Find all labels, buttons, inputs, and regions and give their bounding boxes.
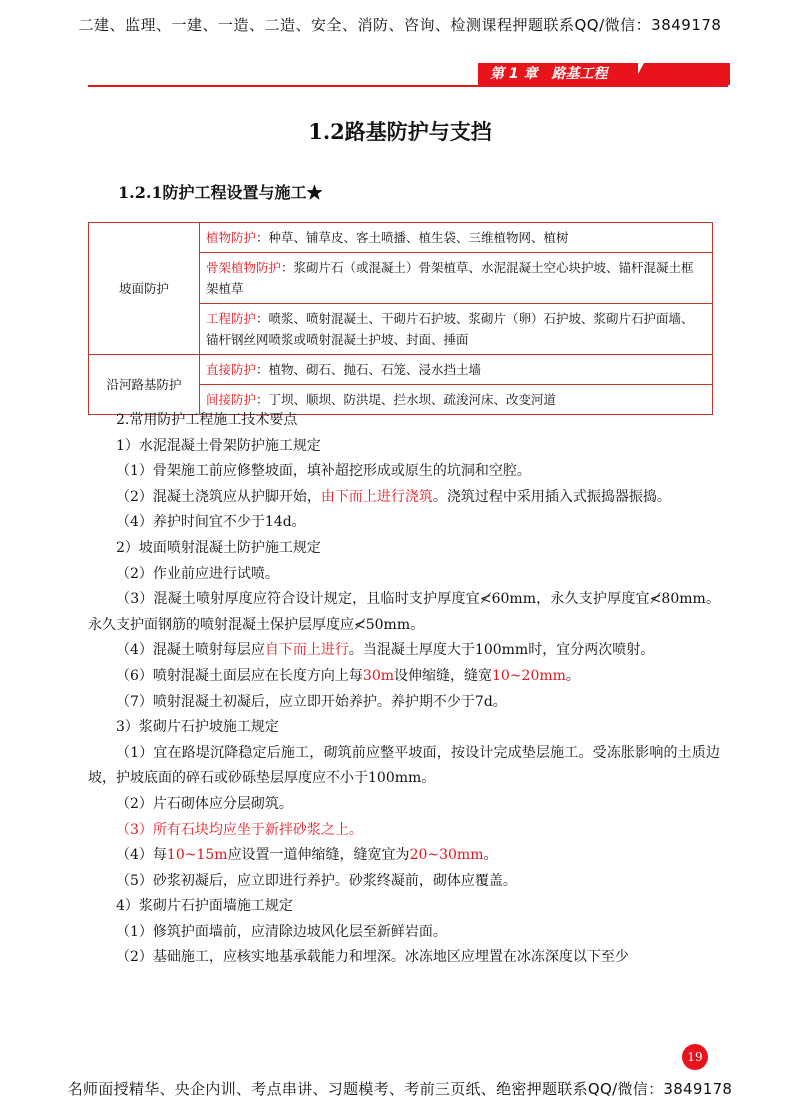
paragraph: 2）坡面喷射混凝土防护施工规定 xyxy=(116,539,321,556)
paragraph: （7）喷射混凝土初凝后，应立即开始养护。养护期不少于7d。 xyxy=(116,693,507,710)
paragraph: （2）混凝土浇筑应从护脚开始，由下而上进行浇筑。浇筑过程中采用插入式振捣器振捣。 xyxy=(116,488,671,505)
paragraph: （2）作业前应进行试喷。 xyxy=(116,565,279,582)
bottom-contact-banner: 名师面授精华、央企内训、考点串讲、习题模考、考前三页纸、绝密押题联系QQ/微信：3849178 xyxy=(67,1080,733,1098)
table-row xyxy=(89,355,713,385)
indirect-protection-cell: 间接防护：丁坝、顺坝、防洪堤、拦水坝、疏浚河床、改变河道 xyxy=(200,385,713,415)
paragraph: （4）混凝土喷射每层应自下而上进行。当混凝土厚度大于100mm时，宜分两次喷射。 xyxy=(116,642,655,659)
paragraph: （6）喷射混凝土面层应在长度方向上每30m设伸缩缝，缝宽10~20mm。 xyxy=(116,667,580,684)
protection-table xyxy=(88,222,713,415)
chapter-rule xyxy=(88,85,728,87)
river-protection-cell: 沿河路基防护 xyxy=(89,355,200,415)
paragraph: （1）修筑护面墙前，应清除边坡风化层至新鲜岩面。 xyxy=(116,923,447,940)
paragraph: （5）砂浆初凝后，应立即进行养护。砂浆终凝前，砌体应覆盖。 xyxy=(116,872,517,889)
slope-protection-cell: 坡面防护 xyxy=(89,223,200,355)
paragraph: （1）骨架施工前应修整坡面，填补超挖形成或原生的坑洞和空腔。 xyxy=(116,463,531,480)
chapter-decoration xyxy=(620,63,730,85)
paragraph: （2）基础施工，应核实地基承载能力和埋深。冰冻地区应埋置在冰冻深度以下至少 xyxy=(116,949,629,966)
paragraph: （3）所有石块均应坐于新拌砂浆之上。 xyxy=(116,821,363,838)
chapter-tab xyxy=(478,63,638,85)
subsection-title: 1.2.1防护工程设置与施工★ xyxy=(118,183,323,202)
paragraph: （2）片石砌体应分层砌筑。 xyxy=(116,795,293,812)
plant-protection-cell: 植物防护：种草、铺草皮、客土喷播、植生袋、三维植物网、植树 xyxy=(200,223,713,253)
top-contact-banner: 二建、监理、一建、一造、二造、安全、消防、咨询、检测课程押题联系QQ/微信：3849178 xyxy=(78,16,722,34)
frame-protection-cell: 骨架植物防护：浆砌片石（或混凝土）骨架植草、水泥混凝土空心块护坡、锚杆混凝土框架植草 xyxy=(200,253,713,304)
table-row xyxy=(89,223,713,253)
paragraph: 1）水泥混凝土骨架防护施工规定 xyxy=(116,437,321,454)
direct-protection-cell: 直接防护：植物、砌石、抛石、石笼、浸水挡土墙 xyxy=(200,355,713,385)
page-number-badge: 19 xyxy=(682,1044,708,1070)
chapter-number: 第 1 章 xyxy=(490,66,538,82)
paragraph: （3）混凝土喷射厚度应符合设计规定，且临时支护厚度宜≮60mm，永久支护厚度宜≮80mm。永久支护面钢筋的喷射混凝土保护层厚度应≮50mm。 xyxy=(88,591,720,633)
paragraph: 3）浆砌片石护坡施工规定 xyxy=(116,719,279,736)
paragraph: （4）养护时间宜不少于14d。 xyxy=(116,514,306,531)
paragraph: 2.常用防护工程施工技术要点 xyxy=(116,412,298,428)
engineering-protection-cell: 工程防护：喷浆、喷射混凝土、干砌片石护坡、浆砌片（卵）石护坡、浆砌片石护面墙、锚杆钢丝网喷浆或喷射混凝土护坡、封面、捶面 xyxy=(200,304,713,355)
body-text xyxy=(88,408,720,971)
paragraph: 4）浆砌片石护面墙施工规定 xyxy=(116,898,293,915)
section-title: 1.2路基防护与支挡 xyxy=(308,119,492,144)
chapter-name: 路基工程 xyxy=(551,66,608,82)
paragraph: （1）宜在路堤沉降稳定后施工，砌筑前应整平坡面，按设计完成垫层施工。受冻胀影响的土质边坡，护坡底面的碎石或砂砾垫层厚度应不小于100mm。 xyxy=(88,744,720,787)
paragraph: （4）每10~15m应设置一道伸缩缝，缝宽宜为20~30mm。 xyxy=(116,847,498,864)
